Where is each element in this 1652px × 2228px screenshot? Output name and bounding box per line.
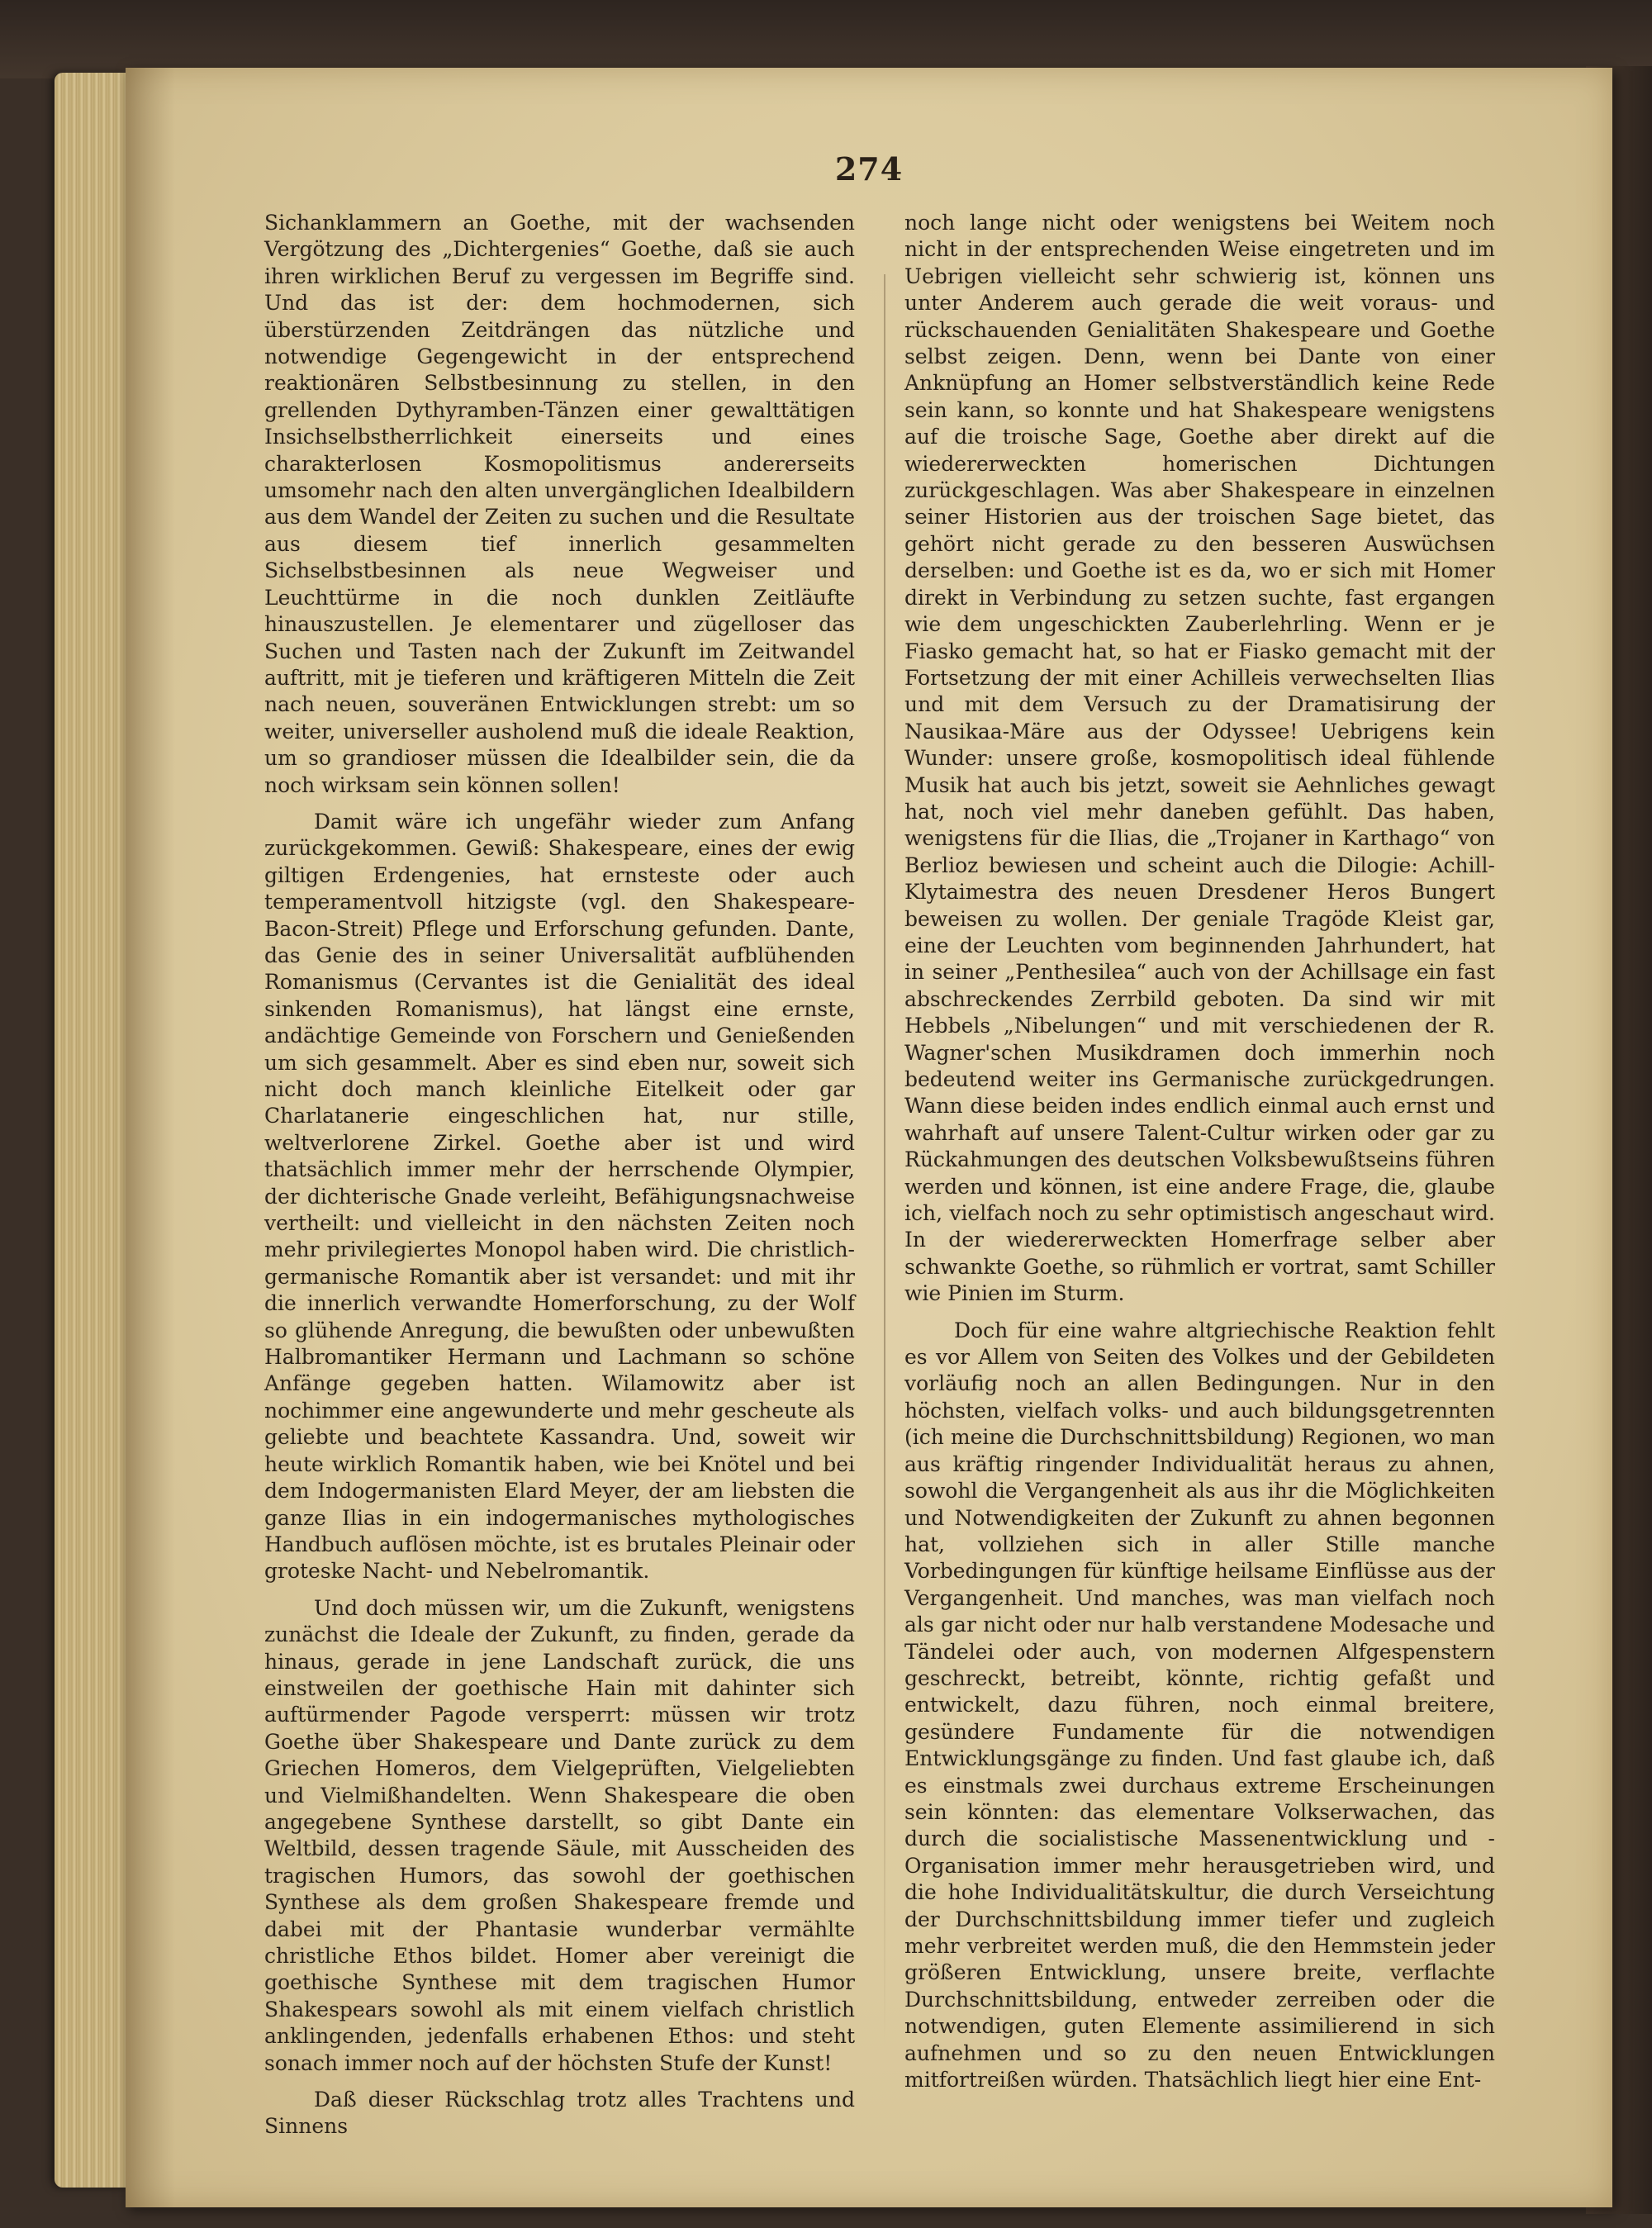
- right-column: [904, 210, 1495, 2093]
- book-page-edges: [55, 73, 129, 2188]
- gutter-shadow: [126, 68, 175, 2207]
- page-number: 274: [834, 150, 904, 188]
- backdrop: [0, 0, 1652, 78]
- paragraph: Doch für eine wahre altgriechische Reaktion fehlt es vor Allem von Seiten des Volkes und der Gebildeten vorläufig noch an allen Bedingungen. Nur in den höchsten, vielfach volks- und auch bildungsgetrennten (ich meine die Durchschnittsbildung) Regionen, wo man aus kräftig ringender Individualität heraus zu ahnen, sowohl die Vergangenheit als aus ihr die Möglichkeiten und Notwendigkeiten der Zukunft zu ahnen begonnen hat, vollziehen sich in aller Stille manche Vorbedingungen für künftige heilsame Einflüsse aus der Vergangenheit. Und manches, was man vielfach noch als gar nicht oder nur halb verstandene Modesache und Tändelei oder auch, von modernen Alfgespenstern geschreckt, betreibt, könnte, richtig gefaßt und entwickelt, dazu führen, noch einmal breitere, gesündere Fundamente für die notwendigen Entwicklungsgänge zu finden. Und fast glaube ich, daß es einstmals zwei durchaus extreme Erscheinungen sein könnten: das elementare Volkserwachen, das durch die socialistische Massenentwicklung und -Organisation immer mehr herausgetrieben wird, und die hohe Individualitätskultur, die durch Verseichtung der Durchschnittsbildung immer tiefer und zugleich mehr verbreitet werden muß, die den Hemmstein jeder größeren Entwicklung, unsere breite, verflachte Durchschnittsbildung, entweder zerreiben oder die notwendigen, guten Elemente assimilierend in sich aufnehmen und so zu den neuen Entwicklungen mitfortreißen würden. Thatsächlich liegt hier eine Ent-: [904, 1318, 1495, 2093]
- paragraph: Sichanklammern an Goethe, mit der wachsenden Vergötzung des „Dichtergenies“ Goethe, daß sie auch ihren wirklichen Beruf zu vergessen im Begriffe sind. Und das ist der: dem hochmodernen, sich überstürzenden Zeitdrängen das nützliche und notwendige Gegengewicht in der entsprechend reaktionären Selbstbesinnung zu stellen, in den grellenden Dythyramben-Tänzen einer gewalttätigen Insichselbstherrlichkeit einerseits und eines charakterlosen Kosmopolitismus andererseits umsomehr nach den alten unvergänglichen Idealbildern aus dem Wandel der Zeiten zu suchen und die Resultate aus diesem tief innerlich gesammelten Sichselbstbesinnen als neue Wegweiser und Leuchttürme in die noch dunklen Zeitläufte hinauszustellen. Je elementarer und zügelloser das Suchen und Tasten nach der Zukunft im Zeitwandel auftritt, mit je tieferen und kräftigeren Mitteln die Zeit nach neuen, souveränen Entwicklungen strebt: um so weiter, universeller ausholend muß die ideale Reaktion, um so grandioser müssen die Idealbilder sein, die da noch wirksam sein können sollen!: [264, 211, 855, 797]
- book-page: [126, 68, 1612, 2207]
- paragraph: noch lange nicht oder wenigstens bei Weitem noch nicht in der entsprechenden Weise eingetreten und im Uebrigen vielleicht sehr schwierig ist, können uns unter Anderem auch gerade die weit voraus- und rückschauenden Genialitäten Shakespeare und Goethe selbst zeigen. Denn, wenn bei Dante von einer Anknüpfung an Homer selbstverständlich keine Rede sein kann, so konnte und hat Shakespeare wenigstens auf die troische Sage, Goethe aber direkt auf die wiedererweckten homerischen Dichtungen zurückgeschlagen. Was aber Shakespeare in einzelnen seiner Historien aus der troischen Sage bietet, das gehört nicht gerade zu den besseren Auswüchsen derselben: und Goethe ist es da, wo er sich mit Homer direkt in Verbindung zu setzen suchte, fast ergangen wie dem ungeschickten Zauberlehrling. Wenn er je Fiasko gemacht hat, so hat er Fiasko gemacht mit der Fortsetzung der mit einer Achilleis verwechselten Ilias und mit dem Versuch zu der Dramatisirung der Nausikaa-Märe aus der Odyssee! Uebrigens kein Wunder: unsere große, kosmopolitisch ideal fühlende Musik hat auch bis jetzt, soweit sie Aehnliches gewagt hat, noch viel mehr daneben gefühlt. Das haben, wenigstens für die Ilias, die „Trojaner in Karthago“ von Berlioz bewiesen und scheint auch die Dilogie: Achill-Klytaimestra des neuen Dresdener Heros Bungert beweisen zu wollen. Der geniale Tragöde Kleist gar, eine der Leuchten vom beginnenden Jahrhundert, hat in seiner „Penthesilea“ auch von der Achillsage ein fast abschreckendes Zerrbild geboten. Da sind wir mit Hebbels „Nibelungen“ und mit verschiedenen der R. Wagner'schen Musikdramen doch immerhin noch bedeutend weiter ins Germanische zurückgedrungen. Wann diese beiden indes endlich einmal auch ernst und wahrhaft auf unsere Talent-Cultur wirken oder gar zu Rückahmungen des deutschen Volksbewußtseins führen werden und können, ist eine andere Frage, die, glaube ich, vielfach noch zu sehr optimistisch angeschaut wird. In der wiedererweckten Homerfrage selber aber schwankte Goethe, so rühmlich er vortrat, samt Schiller wie Pinien im Sturm.: [904, 211, 1495, 1306]
- paragraph: Daß dieser Rückschlag trotz alles Trachtens und Sinnens: [264, 2088, 855, 2139]
- left-column: [264, 210, 855, 2140]
- column-divider: [884, 274, 885, 2050]
- paragraph: Damit wäre ich ungefähr wieder zum Anfang zurückgekommen. Gewiß: Shakespeare, eines der ewig giltigen Erdengenies, hat ernsteste oder auch temperamentvoll hitzigste (vgl. den Shakespeare-Bacon-Streit) Pflege und Erforschung gefunden. Dante, das Genie des in seiner Universalität aufblühenden Romanismus (Cervantes ist die Genialität des ideal sinkenden Romanismus), hat längst eine ernste, andächtige Gemeinde von Forschern und Genießenden um sich gesammelt. Aber es sind eben nur, soweit sich nicht doch manch kleinliche Eitelkeit oder gar Charlatanerie eingeschlichen hat, nur stille, weltverlorene Zirkel. Goethe aber ist und wird thatsächlich immer mehr der herrschende Olympier, der dichterische Gnade verleiht, Befähigungsnachweise vertheilt: und vielleicht in den nächsten Zeiten noch mehr privilegiertes Monopol haben wird. Die christlich-germanische Romantik aber ist versandet: und mit ihr die innerlich verwandte Homerforschung, zu der Wolf so glühende Anregung, die bewußten oder unbewußten Halbromantiker Hermann und Lachmann so schöne Anfänge gegeben hatten. Wilamowitz aber ist nochimmer eine angewunderte und mehr gescheute als geliebte und beachtete Kassandra. Und, soweit wir heute wirklich Romantik haben, wie bei Knötel und bei dem Indogermanisten Elard Meyer, der am liebsten die ganze Ilias in ein indogermanisches mythologisches Handbuch auflösen möchte, ist es brutales Pleinair oder groteske Nacht- und Nebelromantik.: [264, 809, 855, 1584]
- paragraph: Und doch müssen wir, um die Zukunft, wenigstens zunächst die Ideale der Zukunft, zu finden, gerade da hinaus, gerade in jene Landschaft zurück, die uns einstweilen der goethische Hain mit dahinter sich auftürmender Pagode versperrt: müssen wir trotz Goethe über Shakespeare und Dante zurück zu dem Griechen Homeros, dem Vielgeprüften, Vielgeliebten und Vielmißhandelten. Wenn Shakespeare die oben angegebene Synthese darstellt, so gibt Dante ein Weltbild, dessen tragende Säule, mit Ausscheiden des tragischen Humors, das sowohl der goethischen Synthese als dem großen Shakespeare fremde und dabei mit der Phantasie wunderbar vermählte christliche Ethos bildet. Homer aber vereinigt die goethische Synthese mit dem tragischen Humor Shakespears sowohl als mit einem vielfach christlich anklingenden, jedenfalls erhabenen Ethos: und steht sonach immer noch auf der höchsten Stufe der Kunst!: [264, 1595, 855, 2075]
